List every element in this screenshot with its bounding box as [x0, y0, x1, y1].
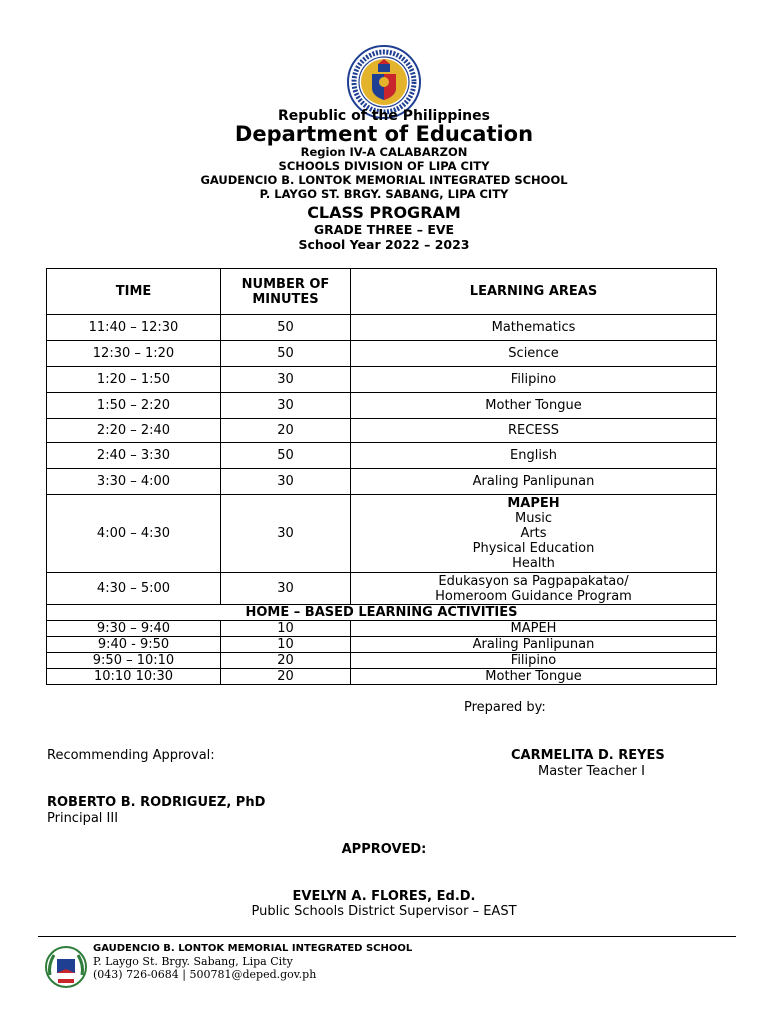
footer-school-name: GAUDENCIO B. LONTOK MEMORIAL INTEGRATED SCHOOL: [93, 943, 413, 954]
minutes-cell: 30: [221, 573, 351, 605]
minutes-cell: 10: [221, 637, 351, 653]
minutes-cell: 30: [221, 495, 351, 573]
area-cell: Filipino: [351, 653, 717, 669]
minutes-cell: 50: [221, 341, 351, 367]
recommending-approval-label: Recommending Approval:: [47, 748, 215, 763]
address-line: P. LAYGO ST. BRGY. SABANG, LIPA CITY: [259, 187, 509, 201]
table-row: [47, 419, 717, 443]
region-line: Region IV-A CALABARZON: [300, 145, 468, 159]
time-cell: 9:40 - 9:50: [47, 637, 221, 653]
minutes-cell: 30: [221, 469, 351, 495]
column-header-time: TIME: [47, 269, 221, 315]
grade-section: GRADE THREE – EVE: [313, 222, 455, 237]
mapeh-item: Arts: [520, 526, 547, 541]
table-row: [47, 443, 717, 469]
table-header-row: [47, 269, 717, 315]
prepared-by-label: Prepared by:: [464, 700, 546, 715]
department-title: Department of Education: [234, 122, 534, 146]
time-cell: 10:10 10:30: [47, 669, 221, 685]
republic-line: Republic of the Philippines: [278, 108, 490, 124]
mapeh-heading: MAPEH: [507, 496, 560, 511]
table-row: [47, 653, 717, 669]
table-row: [47, 341, 717, 367]
minutes-cell: 20: [221, 419, 351, 443]
minutes-cell: 50: [221, 315, 351, 341]
time-cell: 9:50 – 10:10: [47, 653, 221, 669]
table-row: [47, 393, 717, 419]
supervisor-title: Public Schools District Supervisor – EAST: [251, 904, 517, 919]
area-cell: Science: [351, 341, 717, 367]
division-line: SCHOOLS DIVISION OF LIPA CITY: [278, 159, 490, 173]
home-based-heading: HOME – BASED LEARNING ACTIVITIES: [47, 605, 717, 621]
school-logo: [44, 945, 88, 989]
principal-name: ROBERTO B. RODRIGUEZ, PhD: [47, 795, 266, 810]
time-cell: 1:50 – 2:20: [47, 393, 221, 419]
time-cell: 9:30 – 9:40: [47, 621, 221, 637]
minutes-cell: 10: [221, 621, 351, 637]
time-cell: 1:20 – 1:50: [47, 367, 221, 393]
table-row: [47, 621, 717, 637]
time-cell: 11:40 – 12:30: [47, 315, 221, 341]
school-line: GAUDENCIO B. LONTOK MEMORIAL INTEGRATED SCHOOL: [200, 173, 568, 187]
table-row: [47, 315, 717, 341]
area-cell: [351, 495, 717, 573]
table-row: [47, 367, 717, 393]
footer-address: P. Laygo St. Brgy. Sabang, Lipa City: [93, 955, 293, 968]
time-cell: 4:00 – 4:30: [47, 495, 221, 573]
area-cell: Mathematics: [351, 315, 717, 341]
table-row-mapeh: [47, 495, 717, 573]
minutes-cell: 20: [221, 669, 351, 685]
mapeh-item: Music: [515, 511, 552, 526]
table-row: [47, 469, 717, 495]
mapeh-item: Physical Education: [472, 541, 595, 556]
area-cell: Filipino: [351, 367, 717, 393]
time-cell: 2:20 – 2:40: [47, 419, 221, 443]
area-cell: Araling Panlipunan: [351, 637, 717, 653]
table-row: [47, 669, 717, 685]
table-row-esp: [47, 573, 717, 605]
area-cell: English: [351, 443, 717, 469]
area-cell: Araling Panlipunan: [351, 469, 717, 495]
footer-divider: [38, 936, 736, 937]
supervisor-name: EVELYN A. FLORES, Ed.D.: [292, 889, 476, 904]
minutes-cell: 30: [221, 393, 351, 419]
area-cell: Mother Tongue: [351, 393, 717, 419]
document-title: CLASS PROGRAM: [307, 203, 461, 222]
time-cell: 12:30 – 1:20: [47, 341, 221, 367]
column-header-learning-areas: LEARNING AREAS: [351, 269, 717, 315]
area-cell: MAPEH: [351, 621, 717, 637]
home-based-heading-row: [47, 605, 717, 621]
minutes-cell: 50: [221, 443, 351, 469]
column-header-minutes: NUMBER OF MINUTES: [221, 269, 351, 315]
time-cell: 4:30 – 5:00: [47, 573, 221, 605]
table-row: [47, 637, 717, 653]
area-cell: Mother Tongue: [351, 669, 717, 685]
esp-line: Homeroom Guidance Program: [435, 588, 632, 604]
time-cell: 3:30 – 4:00: [47, 469, 221, 495]
time-cell: 2:40 – 3:30: [47, 443, 221, 469]
minutes-cell: 20: [221, 653, 351, 669]
approved-label: APPROVED:: [341, 842, 427, 857]
class-program-table: [46, 268, 717, 685]
footer-contact: (043) 726-0684 | 500781@deped.gov.ph: [93, 968, 317, 981]
principal-title: Principal III: [47, 811, 119, 826]
area-cell: [351, 573, 717, 605]
teacher-title: Master Teacher I: [538, 764, 645, 779]
minutes-cell: 30: [221, 367, 351, 393]
mapeh-item: Health: [512, 556, 555, 571]
teacher-name: CARMELITA D. REYES: [511, 748, 665, 763]
esp-line: Edukasyon sa Pagpapakatao/: [438, 573, 629, 589]
area-cell: RECESS: [351, 419, 717, 443]
school-year: School Year 2022 – 2023: [298, 237, 470, 252]
